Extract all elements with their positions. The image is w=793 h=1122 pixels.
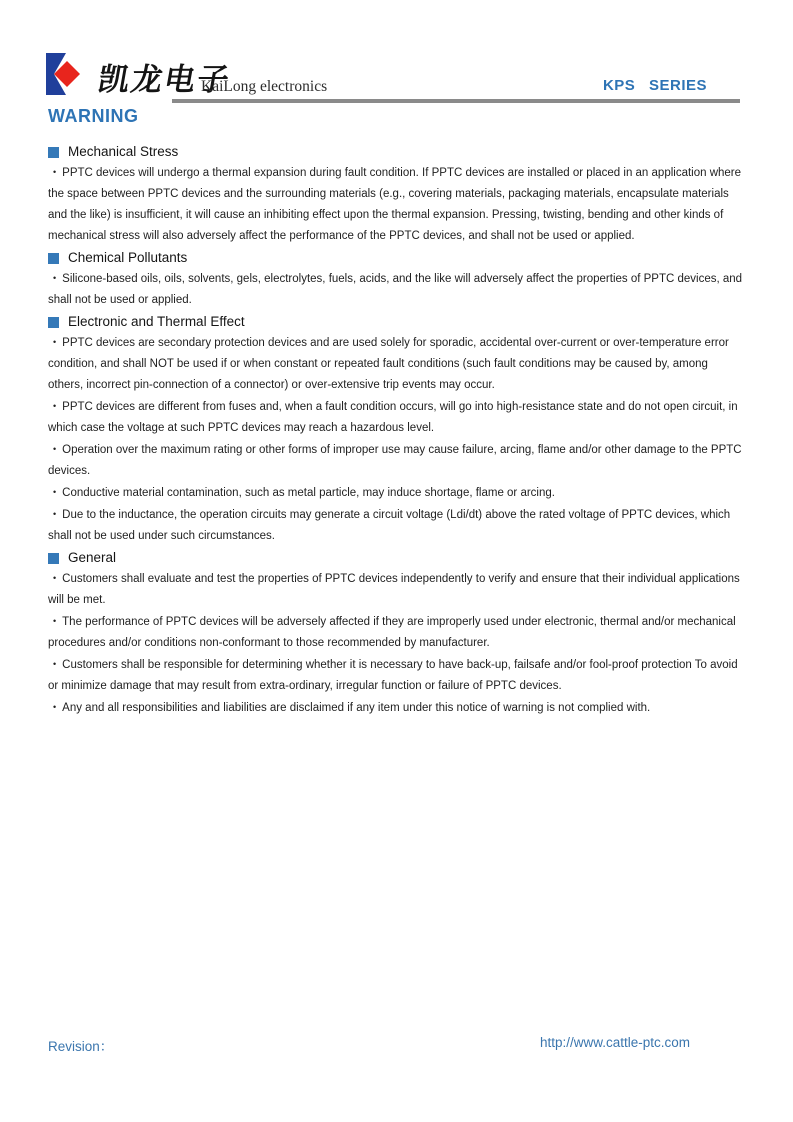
warning-item <box>48 162 746 247</box>
warning-item <box>48 611 746 654</box>
warning-item-text: Customers shall evaluate and test the properties of PPTC devices independently to verify and ensure that their individual applications will be met. <box>48 573 740 606</box>
warning-item <box>48 396 746 439</box>
section-heading <box>48 141 746 162</box>
warning-item-text: PPTC devices will undergo a thermal expansion during fault condition. If PPTC devices are installed or placed in an application where the space between PPTC devices and the surrounding materials (e.g., covering materials, packaging materials, encapsulate materials and the like) is insufficient, it will cause an inhibiting effect upon the thermal expansion. Pressing, twisting, bending and other kinds of mechanical stress will also adversely affect the performance of the PPTC devices, and shall not be used or applied. <box>48 167 742 242</box>
section-square-icon <box>48 147 59 158</box>
warning-item-text: Any and all responsibilities and liabilities are disclaimed if any item under this notice of warning is not complied with. <box>62 702 651 714</box>
warning-item <box>48 504 746 547</box>
bullet-icon: • <box>53 573 57 583</box>
bullet-icon: • <box>53 702 57 712</box>
warning-section <box>48 247 746 311</box>
series-label: KPS SERIES <box>602 77 707 94</box>
warning-content <box>48 141 746 719</box>
section-title: Electronic and Thermal Effect <box>68 314 245 329</box>
warning-item <box>48 439 746 482</box>
bullet-icon: • <box>53 273 57 283</box>
warning-item-text: The performance of PPTC devices will be adversely affected if they are improperly used under electronic, thermal and/or mechanical procedures and/or conditions non-conformant to those recommended by manufacturer. <box>48 616 736 649</box>
section-square-icon <box>48 253 59 264</box>
bullet-icon: • <box>53 616 57 626</box>
bullet-icon: • <box>53 509 57 519</box>
warning-section <box>48 141 746 247</box>
bullet-icon: • <box>53 487 57 497</box>
website-link[interactable]: http://www.cattle-ptc.com <box>540 1035 691 1050</box>
bullet-icon: • <box>53 167 57 177</box>
bullet-icon: • <box>53 444 57 454</box>
warning-item <box>48 268 746 311</box>
warning-item-text: PPTC devices are different from fuses and, when a fault condition occurs, will go into high-resistance state and do not open circuit, in which case the voltage at such PPTC devices may reach a hazardous level. <box>48 401 738 434</box>
section-heading <box>48 311 746 332</box>
section-heading <box>48 247 746 268</box>
section-square-icon <box>48 553 59 564</box>
warning-item <box>48 482 746 504</box>
brand-name-cjk: 凯龙电子 <box>95 62 234 98</box>
kailong-logo-icon <box>46 52 80 96</box>
warning-section <box>48 311 746 547</box>
warning-item-text: PPTC devices are secondary protection devices and are used solely for sporadic, accidental over-current or over-temperature error condition, and shall NOT be used if or when constant or repeated fault conditions (such fault conditions may be caused by, among others, incorrect pin-connection of a connector) or over-extensive trip events may occur. <box>48 337 729 391</box>
bullet-icon: • <box>53 659 57 669</box>
warning-item-text: Silicone-based oils, oils, solvents, gels, electrolytes, fuels, acids, and the like will adversely affect the properties of PPTC devices, and shall not be used or applied. <box>48 273 743 306</box>
header-divider <box>172 99 740 103</box>
warning-item-text: Customers shall be responsible for determining whether it is necessary to have back-up, failsafe and/or fool-proof protection To avoid or minimize damage that may result from extra-ordinary, irregular function or failure of PPTC devices. <box>48 659 738 692</box>
warning-item <box>48 332 746 396</box>
warning-item <box>48 697 746 719</box>
warning-section <box>48 547 746 719</box>
section-title: General <box>68 550 117 565</box>
section-square-icon <box>48 317 59 328</box>
brand-name-en: KaiLong electronics <box>201 78 328 95</box>
bullet-icon: • <box>53 337 57 347</box>
section-title: Chemical Pollutants <box>68 250 188 265</box>
bullet-icon: • <box>53 401 57 411</box>
warning-item-text: Operation over the maximum rating or other forms of improper use may cause failure, arcing, flame and/or other damage to the PPTC devices. <box>48 444 742 477</box>
section-heading <box>48 547 746 568</box>
warning-item-text: Due to the inductance, the operation circuits may generate a circuit voltage (Ldi/dt) above the rated voltage of PPTC devices, which shall not be used under such circumstances. <box>48 509 731 542</box>
section-title: Mechanical Stress <box>68 144 179 159</box>
warning-item-text: Conductive material contamination, such as metal particle, may induce shortage, flame or arcing. <box>62 487 555 499</box>
page-title: WARNING <box>48 106 139 126</box>
warning-item <box>48 654 746 697</box>
warning-item <box>48 568 746 611</box>
revision-label: Revision： <box>48 1039 114 1054</box>
